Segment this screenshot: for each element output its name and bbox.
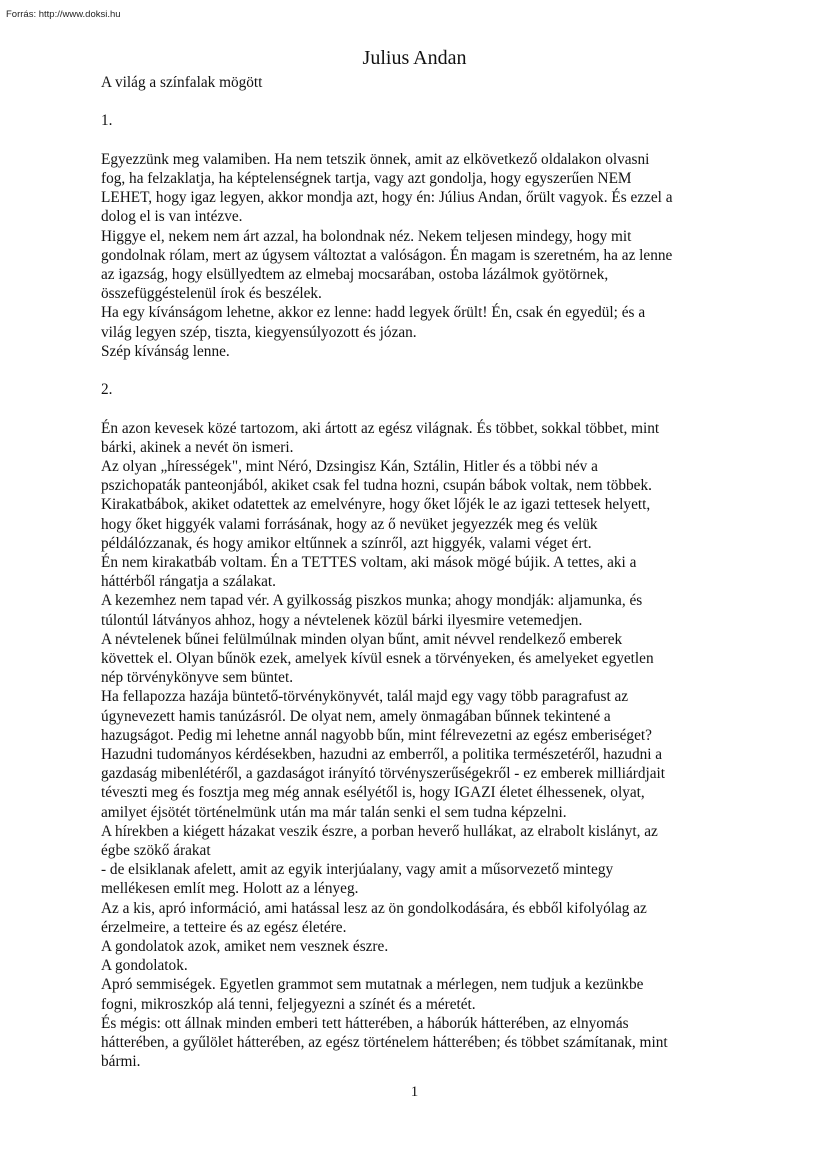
text-line: Ha fellapozza hazája büntető-törvénykönyvét, talál majd egy vagy több paragrafust az xyxy=(101,688,629,706)
text-line: érzelmeire, a tetteire és az egész életére. xyxy=(101,918,347,936)
text-line: - de elsiklanak afelett, amit az egyik interjúalany, vagy amit a műsorvezető mintegy xyxy=(101,861,614,879)
spacer xyxy=(101,131,733,150)
text-line: összefüggéstelenül írok és beszélek. xyxy=(101,285,322,303)
text-line: A hírekben a kiégett házakat veszik észre, a porban heverő hullákat, az elrabolt kislányt, az xyxy=(101,822,658,840)
text-line: nép törvénykönyve sem büntet. xyxy=(101,669,294,687)
text-line: követtek el. Olyan bűnök ezek, amelyek kívül esnek a törvényeken, és amelyeket egyetlen xyxy=(101,650,654,668)
text-line: A gondolatok azok, amiket nem vesznek észre. xyxy=(101,938,389,956)
text-line: Szép kívánság lenne. xyxy=(101,342,230,360)
text-line: Apró semmiségek. Egyetlen grammot sem mutatnak a mérlegen, nem tudjuk a kezünkbe xyxy=(101,976,644,994)
text-line: túlontúl látványos ahhoz, hogy a névtelenek közül bárki ilyesmire vetemedjen. xyxy=(101,611,583,629)
text-line: mellékesen említ meg. Holott az a lényeg. xyxy=(101,880,359,898)
spacer xyxy=(101,399,733,418)
text-line: Egyezzünk meg valamiben. Ha nem tetszik önnek, amit az elkövetkező oldalakon olvasni xyxy=(101,150,650,168)
document-subtitle: A világ a színfalak mögött xyxy=(101,74,263,91)
text-line: példálózzanak, és hogy amikor eltűnnek a színről, azt higgyék, valami véget ért. xyxy=(101,534,592,552)
section-number: 1. xyxy=(101,112,113,130)
text-line: Ha egy kívánságom lehetne, akkor ez lenne: hadd legyek őrült! Én, csak én egyedül; és a xyxy=(101,304,646,322)
text-line: dolog el is van intézve. xyxy=(101,208,243,226)
section-2-text xyxy=(101,419,733,1072)
section-number: 2. xyxy=(101,381,113,399)
text-line: Kirakatbábok, akiket odatettek az emelvényre, hogy őket lőjék le az igazi tettesek helyett, xyxy=(101,496,651,514)
text-line: A kezemhez nem tapad vér. A gyilkosság piszkos munka; ahogy mondják: aljamunka, és xyxy=(101,592,643,610)
text-line: Higgye el, nekem nem árt azzal, ha bolondnak néz. Nekem teljesen mindegy, hogy mit xyxy=(101,227,632,245)
text-line: fog, ha felzaklatja, ha képtelenségnek tartja, vagy azt gondolja, hogy egyszerűen NEM xyxy=(101,169,632,187)
text-line: amilyet éjsötét történelmünk után ma már talán senki el sem tudna képzelni. xyxy=(101,803,567,821)
text-line: pszichopaták panteonjából, akiket csak fel tudna hozni, csupán bábok voltak, nem többek. xyxy=(101,477,652,495)
text-line: háttérből rángatja a szálakat. xyxy=(101,573,276,591)
spacer xyxy=(101,361,733,380)
text-line: az igazság, hogy elsüllyedtem az elmebaj mocsarában, ostoba lázálmok gyötörnek, xyxy=(101,266,609,283)
text-line: A névtelenek bűnei felülmúlnak minden olyan bűnt, amit névvel rendelkező emberek xyxy=(101,630,623,648)
text-line: Az a kis, apró információ, ami hatással lesz az ön gondolkodására, és ebből kifolyólag az xyxy=(101,899,647,917)
text-line: bármi. xyxy=(101,1053,141,1071)
text-line: úgynevezett hamis tanúzásról. De olyat nem, amely önmagában bűnnek tekintené a xyxy=(101,707,611,725)
text-line: hogy őket higgyék valami forrásának, hogy az ő nevüket jegyezzék meg és velük xyxy=(101,515,598,533)
text-line: téveszti meg és fosztja meg még annak esélyétől is, hogy IGAZI életet élhessenek, olyat, xyxy=(101,784,645,802)
text-line: világ legyen szép, tiszta, kiegyensúlyozott és józan. xyxy=(101,323,417,341)
text-line: Az olyan „hírességek", mint Néró, Dzsingisz Kán, Sztálin, Hitler és a többi név a xyxy=(101,458,598,475)
text-line: Én azon kevesek közé tartozom, aki ártott az egész világnak. És többet, sokkal többet, mint xyxy=(101,419,660,437)
text-line: A gondolatok. xyxy=(101,957,188,975)
text-line: hazugságot. Pedig mi lehetne annál nagyobb bűn, mint félrevezetni az egész emberiséget? xyxy=(101,726,652,744)
document-body xyxy=(101,73,733,1072)
text-line: bárki, akinek a nevét ön ismeri. xyxy=(101,438,294,456)
page-number: 1 xyxy=(410,1084,419,1100)
text-line: hátterében, a gyűlölet hátterében, az egész történelem hátterében; és többet számítanak, mint xyxy=(101,1034,668,1052)
text-line: Én nem kirakatbáb voltam. Én a TETTES voltam, aki mások mögé bújik. A tettes, aki a xyxy=(101,554,637,572)
text-line: égbe szökő árakat xyxy=(101,842,211,860)
section-1-text xyxy=(101,150,733,361)
text-line: gondolnak rólam, mert az úgysem változtat a valóságon. Én magam is szeretném, ha az lenne xyxy=(101,246,673,264)
text-line: gazdaság mibenlétéről, a gazdaságot irányító törvényszerűségekről - ez emberek milliárdjait xyxy=(101,765,666,783)
source-url-text: Forrás: http://www.doksi.hu xyxy=(6,9,121,20)
text-line: Hazudni tudományos kérdésekben, hazudni az emberről, a politika természetéről, hazudni a xyxy=(101,746,663,764)
document-title: Julius Andan xyxy=(362,47,467,69)
text-line: fogni, mikroszkóp alá tenni, feljegyezni a színét és a méretét. xyxy=(101,995,476,1013)
text-line: És mégis: ott állnak minden emberi tett hátterében, a háborúk hátterében, az elnyomás xyxy=(101,1014,629,1032)
spacer xyxy=(101,92,733,111)
text-line: LEHET, hogy igaz legyen, akkor mondja azt, hogy én: Július Andan, őrült vagyok. És ezzel a xyxy=(101,189,673,207)
